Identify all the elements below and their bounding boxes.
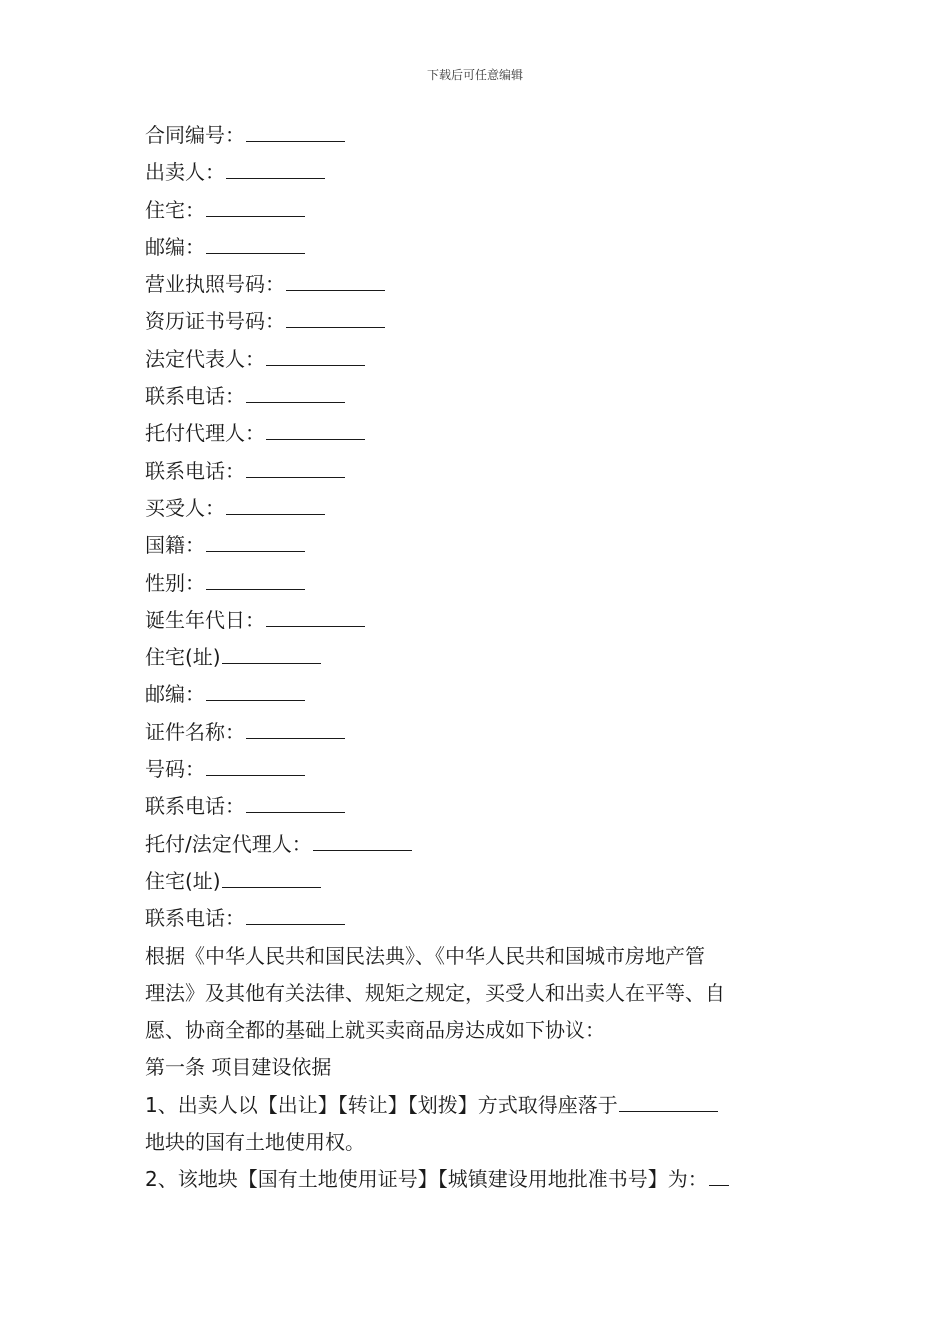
field-label: 证件名称：	[145, 719, 245, 744]
field-row	[145, 527, 810, 564]
intro-paragraph-line-2: 理法》及其他有关法律、规矩之规定，买受人和出卖人在平等、自	[145, 980, 725, 1005]
field-blank[interactable]	[206, 569, 305, 590]
field-blank[interactable]	[246, 792, 345, 813]
field-blank[interactable]	[206, 755, 305, 776]
field-blank[interactable]	[206, 196, 305, 217]
field-blank[interactable]	[246, 457, 345, 478]
field-row	[145, 303, 810, 340]
field-blank[interactable]	[226, 158, 325, 179]
field-blank[interactable]	[266, 345, 365, 366]
field-label: 营业执照号码：	[145, 272, 285, 297]
field-row	[145, 788, 810, 825]
field-row	[145, 863, 810, 900]
field-row	[145, 676, 810, 713]
field-label: 住宅(址)	[145, 645, 221, 670]
field-label: 资历证书号码：	[145, 309, 285, 334]
field-row	[145, 229, 810, 266]
field-label: 住宅：	[145, 197, 205, 222]
field-row	[145, 565, 810, 602]
field-row	[145, 341, 810, 378]
clause-2-blank[interactable]	[709, 1165, 729, 1186]
field-row	[145, 826, 810, 863]
field-label: 诞生年代日：	[145, 607, 265, 632]
field-blank[interactable]	[206, 531, 305, 552]
clause-2-line-1	[145, 1161, 810, 1198]
field-blank[interactable]	[246, 382, 345, 403]
field-label: 邮编：	[145, 234, 205, 259]
field-label: 出卖人：	[145, 160, 225, 185]
field-label: 买受人：	[145, 495, 225, 520]
field-row	[145, 266, 810, 303]
field-row	[145, 117, 810, 154]
page-header-note: 下载后可任意编辑	[426, 68, 523, 82]
article-title: 第一条 项目建设依据	[145, 1055, 332, 1080]
field-label: 联系电话：	[145, 384, 245, 409]
field-label: 联系电话：	[145, 906, 245, 931]
field-row	[145, 602, 810, 639]
field-label: 性别：	[145, 570, 205, 595]
field-blank[interactable]	[313, 830, 412, 851]
field-label: 托付/法定代理人：	[145, 831, 312, 856]
field-row	[145, 378, 810, 415]
clause-1-line-1	[145, 1087, 810, 1124]
field-blank[interactable]	[206, 233, 305, 254]
field-row	[145, 639, 810, 676]
field-blank[interactable]	[222, 867, 321, 888]
field-blank[interactable]	[266, 606, 365, 627]
field-row	[145, 490, 810, 527]
field-blank[interactable]	[222, 643, 321, 664]
field-label: 国籍：	[145, 533, 205, 558]
field-label: 托付代理人：	[145, 421, 265, 446]
field-blank[interactable]	[226, 494, 325, 515]
intro-paragraph-line-1: 根据《中华人民共和国民法典》、《中华人民共和国城市房地产管	[145, 943, 705, 968]
field-label: 合同编号：	[145, 123, 245, 147]
field-blank[interactable]	[286, 307, 385, 328]
party-fields	[145, 117, 810, 938]
field-label: 邮编：	[145, 682, 205, 707]
field-row	[145, 415, 810, 452]
clause-1-blank[interactable]	[619, 1091, 718, 1112]
field-row	[145, 154, 810, 191]
field-blank[interactable]	[266, 419, 365, 440]
field-row	[145, 192, 810, 229]
field-label: 住宅(址)	[145, 868, 221, 893]
field-label: 法定代表人：	[145, 346, 265, 371]
field-blank[interactable]	[246, 904, 345, 925]
field-blank[interactable]	[286, 270, 385, 291]
clause-1-line-2: 地块的国有土地使用权。	[145, 1130, 365, 1155]
field-label: 号码：	[145, 757, 205, 782]
field-label: 联系电话：	[145, 458, 245, 483]
field-label: 联系电话：	[145, 794, 245, 819]
contract-body	[145, 117, 810, 1199]
field-blank[interactable]	[206, 680, 305, 701]
intro-paragraph-line-3: 愿、协商全都的基础上就买卖商品房达成如下协议：	[145, 1018, 605, 1043]
field-blank[interactable]	[246, 121, 345, 142]
field-row	[145, 751, 810, 788]
field-row	[145, 714, 810, 751]
clause-2-text: 2、该地块【国有土地使用证号】【城镇建设用地批准书号】为：	[145, 1167, 708, 1192]
field-row	[145, 900, 810, 937]
clause-1-text: 1、出卖人以【出让】【转让】【划拨】方式取得座落于	[145, 1092, 618, 1117]
field-row	[145, 453, 810, 490]
field-blank[interactable]	[246, 718, 345, 739]
